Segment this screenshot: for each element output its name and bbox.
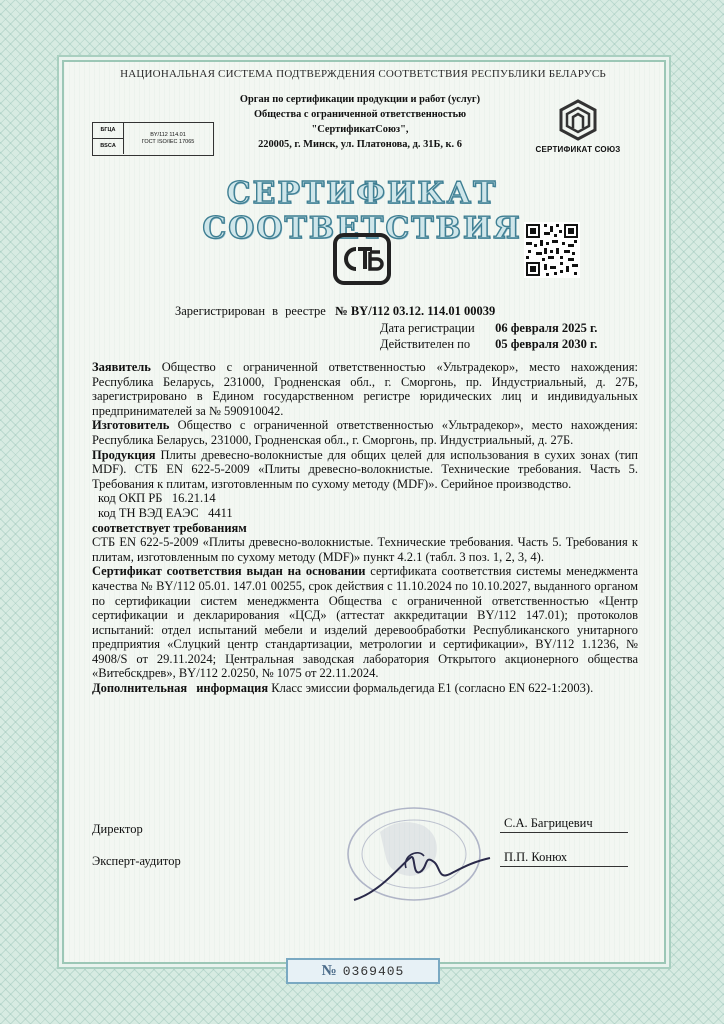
serial-number: 0369405 — [342, 963, 405, 979]
accreditation-mark — [92, 122, 214, 156]
director-name: С.А. Багрицевич — [504, 816, 593, 830]
accreditation-standard: ГОСТ ISO/IEC 17065 — [141, 139, 195, 145]
accreditation-number: BY/112 114.01 — [150, 132, 186, 138]
auditor-signature-line — [500, 866, 628, 867]
additional-text: Класс эмиссии формальдегида Е1 (согласно EN 622-1:2003). — [271, 681, 594, 696]
registry-label: Зарегистрирован в реестре — [175, 304, 326, 318]
registry-number: № BY/112 03.12. 114.01 00039 — [335, 304, 496, 318]
basis-label: Сертификат соответствия выдан на основании — [92, 564, 366, 579]
certificate-body — [92, 360, 638, 696]
auditor-name: П.П. Конюх — [504, 850, 568, 864]
product-section — [92, 448, 638, 492]
certificate-serial-number — [286, 958, 440, 984]
basis-section — [92, 564, 638, 681]
org-line-2: Общества с ограниченной ответственностью — [253, 109, 467, 120]
certification-body — [170, 92, 550, 152]
applicant-text: Общество с ограниченной ответственностью «Ультрадекор», место нахождения: Республика Беларусь, 231000, Гродненская обл., г. Сморгонь, пр. Индустриальный, д. 27Б, зарегистрировано в Едином государственном регистре юридических лиц и индивидуальных предпринимателей за № 590910042. — [92, 360, 639, 418]
applicant-section — [92, 360, 638, 418]
valid-until-row — [380, 336, 597, 352]
qr-code-icon — [524, 222, 580, 278]
manufacturer-text: Общество с ограниченной ответственностью «Ультрадекор», место нахождения: Республика Беларусь, 231000, Гродненская обл., г. Сморгонь, пр. Индустриальный, д. 27Б. — [92, 418, 638, 447]
stb-conformity-mark-icon — [332, 232, 392, 286]
conformity-label: соответствует требованиям — [92, 520, 247, 535]
sertifikat-soyuz-logo-icon — [556, 98, 600, 142]
manufacturer-section — [92, 418, 638, 447]
okp-code: код ОКП РБ 16.21.14 — [98, 491, 216, 506]
registration-date: 06 февраля 2025 г. — [495, 321, 598, 335]
product-label: Продукция — [92, 447, 156, 462]
director-label: Директор — [92, 822, 143, 836]
director-signature-line — [500, 832, 628, 833]
auditor-label: Эксперт-аудитор — [92, 854, 181, 868]
org-line-3: "СертификатСоюз", — [311, 124, 409, 135]
org-line-4: 220005, г. Минск, ул. Платонова, д. 31Б, к. 6 — [258, 139, 462, 150]
registration-date-row — [380, 320, 597, 336]
basis-text: сертификата соответствия системы менеджмента качества № BY/112 05.01. 147.01 00255, срок действия с 11.10.2024 по 10.10.2027, выданного органом по сертификации систем менеджмента Общества с ограниченной ответственностью «Центр сертификации и декларирования «ЦСД» (аттестат аккредитации BY/112 147.01); протоколов испытаний: отдел испытаний мебели и изделий деревообработки Республиканского унитарного предприятия «Слуцкий центр стандартизации, метрологии и сертификации», BY/112 1.1236, № 4908/S от 29.11.2024; Центральная заводская лаборатория Открытого акционерного общества «Витебскдрев», BY/112 2.0250, № 1075 от 22.11.2024. — [92, 564, 638, 681]
applicant-label: Заявитель — [92, 360, 151, 374]
serial-prefix: № — [321, 962, 337, 979]
logo-caption: СЕРТИФИКАТ СОЮЗ — [535, 145, 621, 154]
registry-line — [175, 304, 495, 319]
conformity-text: СТБ EN 622-5-2009 «Плиты древесно-волокнистые. Технические требования. Часть 5. Требования к плитам, изготовленным по сухому методу (MDF)» пункт 4.2.1 (табл. 3 поз. 1, 2, 3, 4). — [92, 535, 638, 564]
official-stamp-icon — [340, 796, 496, 904]
certificate-title: СЕРТИФИКАТ СООТВЕТСТВИЯ — [202, 176, 522, 246]
national-system-header: НАЦИОНАЛЬНАЯ СИСТЕМА ПОДТВЕРЖДЕНИЯ СООТВЕТСТВИЯ РЕСПУБЛИКИ БЕЛАРУСЬ — [120, 68, 606, 80]
additional-section — [92, 681, 638, 696]
bgca-label: БГЦА — [93, 123, 124, 139]
accreditation-details — [125, 125, 211, 153]
bsca-label: BSCA — [93, 139, 124, 154]
tnved-code: код ТН ВЭД ЕАЭС 4411 — [98, 505, 233, 520]
registration-date-label: Дата регистрации — [380, 321, 475, 335]
product-text: Плиты древесно-волокнистые для общих целей для использования в сухих зонах (тип MDF). СТБ EN 622-5-2009 «Плиты древесно-волокнистые. Технические требования. Часть 5. Требования к плитам, изготовленным по сухому методу (MDF)». Серийное производство. — [92, 447, 638, 491]
org-line-1: Орган по сертификации продукции и работ (услуг) — [239, 94, 481, 105]
additional-label: Дополнительная информация — [92, 681, 269, 696]
manufacturer-label: Изготовитель — [92, 418, 170, 433]
valid-until-date: 05 февраля 2030 г. — [495, 337, 598, 351]
valid-until-label: Действителен по — [380, 337, 471, 351]
registry-dates — [380, 320, 597, 352]
